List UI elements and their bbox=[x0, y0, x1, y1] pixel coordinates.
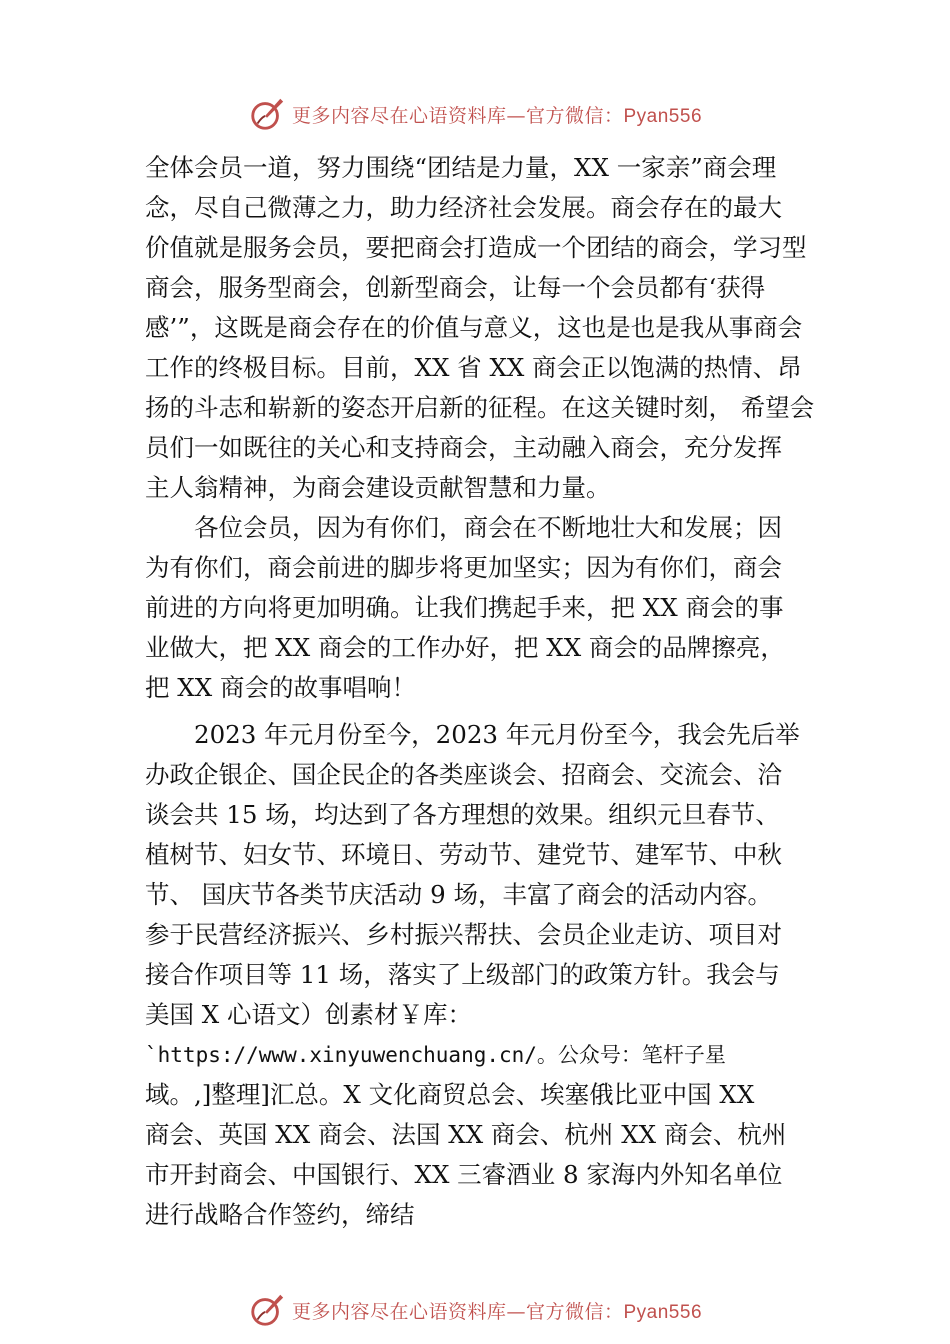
text-line: 办政企银企、国企民企的各类座谈会、招商会、交流会、洽 bbox=[145, 760, 782, 789]
text-line: 市开封商会、中国银行、XX 三睿酒业 8 家海内外知名单位 bbox=[145, 1160, 783, 1189]
text-line: 美国 X 心语文）创素材￥库： bbox=[145, 1000, 473, 1029]
watermark-main-text: 更多内容尽在心语资料库—官方微信： bbox=[291, 104, 624, 127]
watermark-header bbox=[0, 94, 950, 134]
text-line: 进行战略合作签约，缔结 bbox=[145, 1200, 415, 1229]
text-line: 业做大，把 XX 商会的工作办好，把 XX 商会的品牌擦亮， bbox=[145, 633, 785, 662]
document-body bbox=[145, 148, 825, 1235]
text-line: 为有你们，商会前进的脚步将更加坚实；因为有你们，商会 bbox=[145, 553, 782, 582]
paragraph-2 bbox=[145, 508, 825, 708]
text-line: 主人翁精神，为商会建设贡献智慧和力量。 bbox=[145, 473, 611, 502]
watermark-text bbox=[292, 1297, 702, 1324]
text-line: 谈会共 15 场，均达到了各方理想的效果。组织元旦春节、 bbox=[145, 800, 780, 829]
text-line: 商会，服务型商会，创新型商会，让每一个会员都有‘获得 bbox=[145, 273, 766, 302]
quill-logo-icon bbox=[248, 95, 286, 133]
text-line: 扬的斗志和崭新的姿态开启新的征程。在这关键时刻， 希望会 bbox=[145, 393, 815, 422]
watermark-handle: Pyan556 bbox=[623, 1301, 703, 1323]
text-line: 2023 年元月份至今，2023 年元月份至今，我会先后举 bbox=[145, 720, 800, 749]
text-line: 工作的终极目标。目前，XX 省 XX 商会正以饱满的热情、昂 bbox=[145, 353, 802, 382]
text-line: 商会、英国 XX 商会、法国 XX 商会、杭州 XX 商会、杭州 bbox=[145, 1120, 787, 1149]
text-line: 员们一如既往的关心和支持商会，主动融入商会，充分发挥 bbox=[145, 433, 782, 462]
text-line: 前进的方向将更加明确。让我们携起手来，把 XX 商会的事 bbox=[145, 593, 784, 622]
text-line: 参于民营经济振兴、乡村振兴帮扶、会员企业走访、项目对 bbox=[145, 920, 782, 949]
text-line: 域。,]整理]汇总。X 文化商贸总会、埃塞俄比亚中国 XX bbox=[145, 1080, 755, 1109]
text-line: 接合作项目等 11 场，落实了上级部门的政策方针。我会与 bbox=[145, 960, 780, 989]
paragraph-3 bbox=[145, 715, 825, 1235]
text-line: 全体会员一道，努力围绕“团结是力量，XX 一家亲”商会理 bbox=[145, 153, 777, 182]
text-line: 念，尽自己微薄之力，助力经济社会发展。商会存在的最大 bbox=[145, 193, 782, 222]
watermark-handle: Pyan556 bbox=[623, 105, 703, 127]
watermark-main-text: 更多内容尽在心语资料库—官方微信： bbox=[291, 1300, 624, 1323]
paragraph-1 bbox=[145, 148, 825, 508]
text-line: 价值就是服务会员，要把商会打造成一个团结的商会，学习型 bbox=[145, 233, 807, 262]
watermark-text bbox=[292, 101, 702, 128]
watermark-footer bbox=[0, 1290, 950, 1330]
text-line: 节、 国庆节各类节庆活动 9 场，丰富了商会的活动内容。 bbox=[145, 880, 772, 909]
text-line: 各位会员，因为有你们，商会在不断地壮大和发展；因 bbox=[145, 513, 782, 542]
url-line: `https://www.xinyuwenchuang.cn/。公众号：笔杆子星 bbox=[145, 1043, 726, 1067]
text-line: 植树节、妇女节、环境日、劳动节、建党节、建军节、中秋 bbox=[145, 840, 782, 869]
text-line: 感’”，这既是商会存在的价值与意义，这也是也是我从事商会 bbox=[145, 313, 803, 342]
text-line: 把 XX 商会的故事唱响！ bbox=[145, 673, 416, 702]
quill-logo-icon bbox=[248, 1291, 286, 1329]
